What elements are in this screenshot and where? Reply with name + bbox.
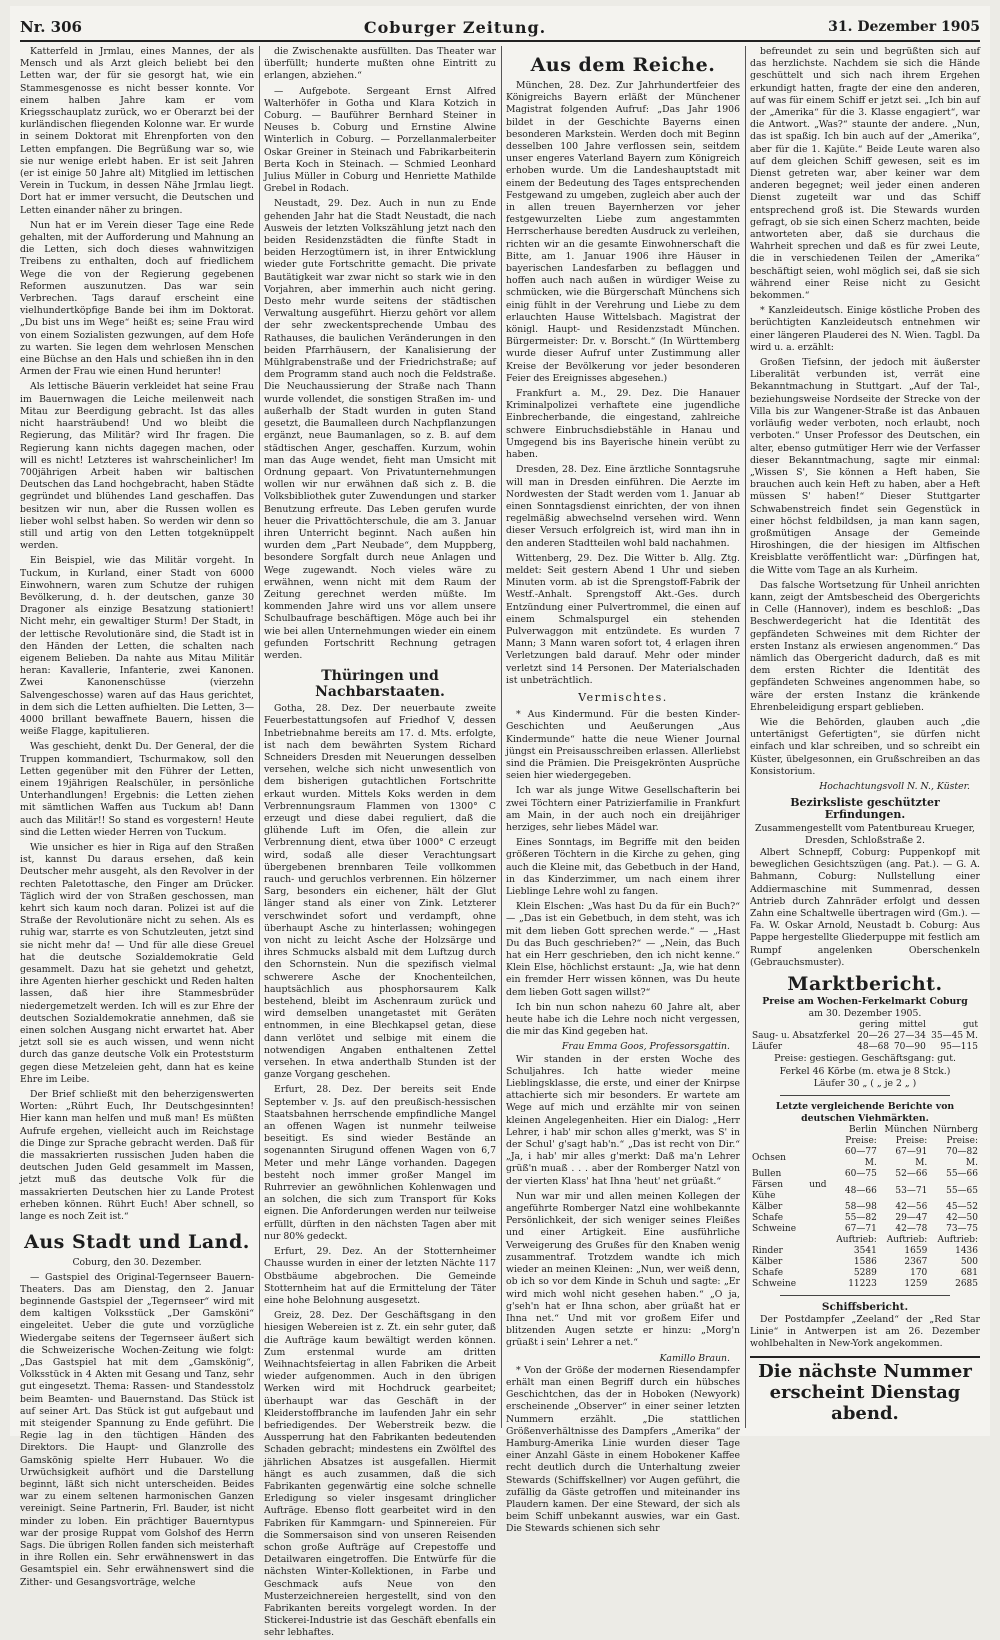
dateline: Coburg, den 30. Dezember.: [72, 1257, 202, 1269]
table-row: [750, 1042, 980, 1053]
table-row: [750, 1147, 980, 1169]
table-row: [750, 1202, 980, 1213]
paragraph: Als lettische Bäuerin verkleidet hat seine Frau im Bauernwagen die Leiche meilenweit nach Mitau zur Beerdigung gebracht. Ist das alles nicht haarsträubend! Und wo bleibt die Regierung, das Militär? wird Ihr fragen. Die Regierung kann nichts dagegen machen, oder will es nicht! Letzteres ist wahrscheinlicher! Im 700jährigen Arbeit haben wir baltischen Deutschen das Land hochgebracht, haben Städte gegründet und blühendes Land geschaffen. Das besitzen wir nun, aber die Russen wollen es lieber wohl selbst haben. So werden wir denn so still und artig von den Letten totgeknüppelt werden.: [20, 381, 254, 552]
table-cell: Rinder: [752, 1246, 783, 1257]
table-cell: 70—90: [893, 1042, 926, 1053]
signature: Kamillo Braun.: [659, 1352, 730, 1364]
paragraph: München, 28. Dez. Zur Jahrhundertfeier des Königreichs Bayern erläßt der Münchener Magistrat folgenden Aufruf: „Das Jahr 1906 bildet in der Geschichte Bayerns einen besonderen Markstein. Werden doch mit Beginn desselben 100 Jahre verflossen sein, seitdem unser engeres Vaterland Bayern zum Königreich erhoben wurde. Um die Landeshauptstadt mit einem der Bedeutung des Tages entsprechenden Festgewand zu umgeben, zugleich aber auch der in allen treuen Bayernherzen vor jeher festgewurzelten Liebe zum angestammten Herrscherhause beredten Ausdruck zu verleihen, richten wir an die gesamte Einwohnerschaft die Bitte, am 1. Januar 1906 ihre Häuser in bayerischen Landesfarben zu beflaggen und hoffen auch nach außen in würdiger Weise zu schmücken, wie die Bürgerschaft Münchens sich einig fühlt in der Verehrung und Liebe zu dem erlauchten Hause Wittelsbach. Magistrat der königl. Haupt- und Residenzstadt München. Bürgermeister: Dr. v. Borscht.“ (In Württemberg wurde dieser Aufruf unter Zustimmung aller Kreise der Bevölkerung vor jeder besonderen Feier des Ereignisses abgesehen.): [506, 80, 740, 384]
table-cell: 48—66: [844, 1185, 877, 1196]
section-heading: Vermischtes.: [578, 690, 668, 704]
paragraph: Erfurt, 29. Dez. An der Stotternheimer Chausse wurden in einer der letzten Nächte 117 Obstbäume abgebrochen. Die Gemeinde Stotternheim hat auf die Ermittelung der Täter eine hohe Belohnung ausgesetzt.: [264, 1246, 496, 1306]
table-header: Auftrieb:: [886, 1235, 928, 1246]
table-cell: 55—66: [946, 1169, 978, 1180]
column-4: [750, 46, 980, 1430]
market-report: [750, 973, 980, 1090]
table-row: [750, 1224, 980, 1235]
table-cell: 681: [960, 1268, 978, 1279]
table-cell: 67—71: [844, 1224, 877, 1235]
paragraph: — Gastspiel des Original-Tegernseer Bauern-Theaters. Das am Dienstag, den 2. Januar beginnende Gastspiel der „Tegernseer“ wird mit dem kaltigen Volksstück „Der Gamsköni“ eingeleitet. Ueber die gute und vorzügliche Wiedergabe seitens der Tegernseer äußert sich die Schweizerische Wochen-Zeitung wie folgt: „Das Gastspiel hat mit dem „Gamskönig“, Volksstück in 4 Akten mit Gesang und Tanz, sehr gut eingesetzt. Thema: Rassen- und Standesstolz beim Beamten- und Bauernstand. Das Stück ist auf seiner Art. Das Stück ist gut aufgebaut und mit steigender Spannung zu Ende geführt. Die Regie lag in den tüchtigen Händen des Direktors. Die Haupt- und Glanzrolle des Gamskönig spielte Herr Hubauer. Wo die Urwüchsigkeit aufhört und die Darstellung beginnt, läßt sich nicht unterscheiden. Beides war zu einem seltenen harmonischen Ganzen vereinigt. Seine Partnerin, Frl. Bauder, ist nicht minder zu loben. Ein prächtiger Bauerntypus war der prosige Ruppat vom Golshof des Herrn Sags. Die übrigen Rollen fanden sich meisterhaft in ihre Rollen ein. Sehr erwähnenswert in das Gesamtspiel ein. Sehr erwähnenswert sind die Zither- und Gesangsvorträge, welche: [20, 1271, 254, 1588]
column-3: [506, 46, 740, 1535]
table-header-row: [750, 1125, 980, 1136]
table-row: [750, 1169, 980, 1180]
table-cell: Schafe: [752, 1268, 784, 1279]
table-cell: Schweine: [752, 1224, 797, 1235]
column-1: [20, 46, 254, 1588]
table-cell: 1659: [904, 1246, 928, 1257]
table-cell: Schweine: [752, 1279, 797, 1290]
market-note: Läufer 30 „ ( „ je 2 „ ): [813, 1077, 917, 1089]
table-cell: 42—78: [895, 1224, 928, 1235]
market-table: [750, 1020, 980, 1053]
paragraph: befreundet zu sein und begrüßten sich auf das herzlichste. Nachdem sie sich die Hände geschüttelt und sich nach ihrem Ergehen erkundigt hatten, fragte der eine den anderen, auf was für einem Schiff er jetzt sei. „Ich bin auf der „Amerika“ für die 3. Klasse engagiert“, war die Antwort. „Was?“ staunte der andere. „Nun, das ist spaßig. Ich bin auch auf der „Amerika“, aber für die 1. Kajüte.“ Beide Leute waren also auf dem gleichen Schiff gewesen, seit es im Dienst getreten war, aber keiner war dem anderen begegnet; weil jeder einen anderen Dienst zugeteilt war und das Schiff entsprechend groß ist. Die Stewards wurden gefragt, ob sie sich einen Scherz machten, beide antworteten aber, daß sie durchaus die Wahrheit sprechen und daß es für zwei Leute, die in verschiedenen Teilen der „Amerika“ beschäftigt seien, wohl möglich sei, daß sie sich während einer Reise nicht zu Gesicht bekommen.“: [750, 46, 980, 302]
column-rule: [501, 46, 502, 1428]
column-rule: [259, 46, 260, 1428]
paragraph: * Aus Kindermund. Für die besten Kinder-Geschichten und Aeußerungen „Aus Kindermunde“ hatte die neue Wiener Journal jüngst ein Preisausschreiben erlassen. Allerliebst sind die Prämien. Die Preisgekrönten Ausprüche seien hier wiedergegeben.: [506, 709, 740, 782]
section-heading: Aus dem Reiche.: [530, 54, 716, 76]
table-cell: 70—82 M.: [946, 1147, 978, 1169]
paragraph: Klein Elschen: „Was hast Du da für ein Buch?“ — „Das ist ein Gebetbuch, in dem steht, was ich mit dem lieben Gott sprechen werde.“ — „Hast Du das Buch geschrieben?“ — „Nein, das Buch hat ein Herr geschrieben, den ich nicht kenne.“ Klein Else, höchlichst erstaunt: „Ja, wie hat denn ein fremder Herr wissen können, was Du heute dem lieben Gott sagen willst?“: [506, 901, 740, 998]
table-cell: Saug- u. Absatzferkel: [752, 1031, 850, 1042]
table-cell: Färsen und Kühe: [752, 1180, 827, 1202]
table-header: München: [884, 1125, 928, 1136]
paragraph: Nun war mir und allen meinen Kollegen der angeführte Romberger Natzl eine wohlbekannte Persönlichkeit, der sich weniger seines Fleißes und einer Artigkeit. Eine ausführliche Verweigerung des Grußes für den Knaben wenig zusammentraf. Trotzdem wandte ich mich wieder an meinen Kleinen: „Nun, wer weiß denn, ob ich so vor dem Kinde in Schuh und sagte: „Er wird mich wohl nicht gesehen haben.“ „O ja, g'seh'n hat er Ihna schon, aber grüaßt hat er Ihna net.“ Und mit vor großem Eifer und blitzenden Augen setzte er hinzu: „Morg'n grüaßt i sein' Lehrer a net.“: [506, 1190, 740, 1349]
table-cell: 55—65: [946, 1185, 978, 1196]
paragraph: Katterfeld in Jrmlau, eines Mannes, der als Mensch und als Arzt gleich beliebt bei den Letten war, der für sie gesorgt hat, wie ein Stammesgenosse es nicht besser konnte. Vor einem halben Jahre kam er vom Kriegsschauplatz zurück, wo er Oberarzt bei der kurländischen fliegenden Kolonne war. Er wurde in seinem Doktorat mit Ehrenpforten von den Letten empfangen. Die Begrüßung war so, wie sie nur wenige erlebt haben. Er ist seit Jahren (er ist einige 50 Jahre alt) Mitglied im lettischen Verein in Tuckum, in dessen Nähe Jrmlau liegt. Dort hat er immer versucht, die Deutschen und Letten einander näher zu bringen.: [20, 46, 254, 216]
paragraph: Ich bin nun schon nahezu 60 Jahre alt, aber heute habe ich die Lehre noch nicht vergessen, die mir das Kind gegeben hat.: [506, 1001, 740, 1038]
table-cell: 2685: [955, 1279, 978, 1290]
table-cell: 42—50: [946, 1213, 978, 1224]
paragraph: die Zwischenakte ausfüllten. Das Theater war überfüllt; hunderte mußten ohne Eintritt zu erlangen, abziehen.“: [264, 46, 496, 82]
table-header: gering: [859, 1020, 890, 1031]
table-header: Auftrieb:: [937, 1235, 978, 1246]
table-header-row: [750, 1020, 980, 1031]
table-cell: 52—66: [895, 1169, 928, 1180]
column-rule: [745, 46, 746, 1428]
signature: Frau Emma Goos, Professorsgattin.: [561, 1041, 730, 1053]
table-cell: 55—82: [844, 1213, 877, 1224]
paragraph: * Von der Größe der modernen Riesendampfer erhält man einen Begriff durch ein hübsches Geschichtchen, das der in Hoboken (Newyork) erscheinende „Observer“ in einer seiner letzten Nummern erzählt. „Die stattlichen Größenverhältnisse des Dampfers „Amerika“ der Hamburg-Amerika Linie wurden dieser Tage einer Anzahl Gäste in einem Hobokener Kaffee recht deutlich durch die Unterhaltung zweier Stewards (Schiffskellner) vor Augen geführt, die zufällig da Gäste getroffen und miteinander ins Plaudern kamen. Der eine Steward, der sich als beim Schiff unbekannt auswies, war ein Gast. Die Stewards schienen sich sehr: [506, 1364, 740, 1535]
table-cell: 500: [960, 1257, 978, 1268]
paragraph: Nun hat er im Verein dieser Tage eine Rede gehalten, mit der Aufforderung und Mahnung an die Letten, sich doch dieses wahnwitzigen Treibens zu enthalten, doch auf friedlichem Wege die von der Regierung gegebenen Reformen auszunutzen. Das war sein Verbrechen. Tags darauf erscheint eine vielhundertköpfige Bande bei ihm im Doktorat. „Du bist uns im Wege“ heißt es; seine Frau wird von einem Sozialisten gezwungen, auf dem Hofe zu warten. Sie legen dem wehrlosen Menschen eine Büchse an den Hals und schießen ihn in den Armen der Frau wie einen Hund herunter!: [20, 219, 254, 378]
market-note: Ferkel 46 Körbe (m. etwa je 8 Stck.): [779, 1065, 951, 1077]
table-cell: 3541: [853, 1246, 877, 1257]
paragraph: Wie die Behörden, glauben auch „die untertänigst Gefertigten“, sie dürfen nicht einfach und klar schreiben, und so schreibt ein Küster, übelgesonnen, ein Grußschreiben an das Konsistorium.: [750, 716, 980, 777]
cattle-title: Letzte vergleichende Berichte von deutschen Viehmärkten.: [775, 1101, 955, 1125]
paragraph: Neustadt, 29. Dez. Auch in nun zu Ende gehenden Jahr hat die Stadt Neustadt, die nach Ausweis der letzten Volkszählung jetzt nach den beiden Residenzstädten die fünfte Stadt in beiden Herzogtümern ist, in ihrer Entwicklung wieder gute Fortschritte gemacht. Die private Bautätigkeit war zwar nicht so stark wie in den Vorjahren, aber immerhin auch nicht gering. Desto mehr wurde seitens der städtischen Verwaltung ausgeführt. Hierzu gehört vor allem der sehr zweckentsprechende Umbau des Rathauses, die baulichen Veränderungen in den beiden Pfarrhäusern, der Kanalisierung der Mühlgrabenstraße und der Friedrichstraße; auf dem Programm stand auch noch die Feldstraße. Die Neuchaussierung der Straße nach Thann wurde vollendet, die sonstigen Straßen im- und außerhalb der Stadt wurden in guten Stand gesetzt, die Baumalleen durch Nachpflanzungen ergänzt, neue Baumanlagen, so z. B. auf dem städtischen Anger, geschaffen. Kurzum, wohin man das Auge wendet, fieht man Umsicht mit Ordnung gepaart. Von Privatunternehmungen wollen wir nur erwähnen daß sich z. B. die Volksbibliothek guter Zuwendungen und starker Benutzung erfreute. Das Leben gerufen wurde heuer die Privattöchterschule, die am 3. Januar ihren Unterricht beginnt. Nach außen hin wurden dem „Part Neubade“, dem Muppberg, besondere Sorgfalt durch neue Anlagen und Wege zugewandt. Noch vieles wäre zu erwähnen, wenn nicht mit dem Raum der Zeitung gerechnet werden müßte. Im kommenden Jahre wird uns vor allem unsere Schulbaufrage beschäftigen. Möge auch bei ihr wie bei allen Unternehmungen wieder ein einem gefunden Fortschritt Rechnung getragen werden.: [264, 198, 496, 661]
table-cell: 42—56: [895, 1202, 928, 1213]
market-date: am 30. Dezember 1905.: [808, 1008, 922, 1020]
table-cell: Schafe: [752, 1213, 784, 1224]
paragraph: — Aufgebote. Sergeant Ernst Alfred Walterhöfer in Gotha und Klara Kotzich in Coburg. — Bauführer Bernhard Steiner in Neuses b. Coburg und Ernstine Alwine Winterlich in Coburg. — Porzellanmalerbeiter Oskar Greiner in Steinach und Fabrikarbeiterin Berta Koch in Steinach. — Schmied Leonhard Julius Müller in Coburg und Henriette Mathilde Grebel in Rodach.: [264, 85, 496, 195]
paragraph: Großen Tiefsinn, der jedoch mit äußerster Liberalität verbunden ist, verrät eine Bekanntmachung in Stuttgart. „Auf der Tal-, beziehungsweise Nordseite der Strecke von der Villa bis zur Wangener-Straße ist das Anbauen vorläufig weder verboten, noch erlaubt, noch verboten.“ Unser Professor des Deutschen, ein alter, ebenso gutmütiger Herr wie der Verfasser dieser Bekanntmachung, sagte mir einmal: „Wissen S', Sie können a Heft haben, Sie brauchen auch kein Heft zu haben, aber a Heft müssen S' haben!“ Dieser Stuttgarter Schwabenstreich findet sein Gegenstück in einer höchst feldbildsen, ja man kann sagen, großmütigen Ansage der Gemeinde Hiroshingen, die der hiesigen im Altfischen Kreisblatte veröffentlicht war: „Dürfingen hat, die Witte vom Tage an als Kurheim.: [750, 357, 980, 576]
table-cell: Kälber: [752, 1257, 783, 1268]
paragraph: Der Postdampfer „Zeeland“ der „Red Star Linie“ in Antwerpen ist am 26. Dezember wohlbehalten in New-York angekommen.: [750, 1313, 980, 1350]
paragraph: Wie unsicher es hier in Riga auf den Straßen ist, kannst Du daraus ersehen, daß kein Deutscher mehr ausgeht, als den Revolver in der rechten Paletottasche, den Finger am Drücker. Täglich wird der von Straßen geschossen, man kehrt sich kaum noch daran. Polizei ist auf die Straße der Revolutionäre nicht zu sehen. Als es ruhig war, starrte es von Schutzleuten, jetzt sind sie nicht mehr da! — Und für alle diese Greuel hat die deutsche Sozialdemokratie Geld gesammelt. Dazu hat sie gehetzt und gehetzt, ihre Agenten hierher geschickt und Reden halten lassen, daß hier ihre Stammesbrüder niedergemetzelt werden. Ich will es zur Ehre der deutschen Sozialdemokratie annehmen, daß sie einen solchen Ausgang nicht erwartet hat. Aber jetzt soll sie es auch wissen, und wenn nicht durch das ganze deutsche Volk ein Proteststurm gegen diese Metzeleien geht, dann hat es keine Ehre im Leibe.: [20, 842, 254, 1085]
paragraph: Das falsche Wortsetzung für Unheil anrichten kann, zeigt der Amtsbescheid des Obergerichts in Celle (Hannover), indem es beschloß: „Das Beschwerdegericht hat die Identität des gepfändeten Schweines mit dem Richter der ersten Instanz als erwiesen angenommen.“ Das nämlich das Obergericht dadurch, daß es mit dem ersten Richter die Identität des gepfändeten Schweines angenommen habe, so wäre der ersten Instanz die kränkende Ehrenbeleidigung erspart geblieben.: [750, 579, 980, 713]
table-cell: 20—26: [857, 1031, 890, 1042]
table-cell: 1259: [904, 1279, 928, 1290]
table-cell: 5289: [853, 1268, 877, 1279]
table-row: [750, 1246, 980, 1257]
table-header: Preise:: [895, 1136, 928, 1147]
table-cell: Bullen: [752, 1169, 782, 1180]
market-subtitle: Preise am Wochen-Ferkelmarkt Coburg: [762, 996, 968, 1008]
table-header-row: [750, 1136, 980, 1147]
table-cell: 73—75: [946, 1224, 978, 1235]
table-cell: 53—71: [895, 1185, 928, 1196]
table-header: Nürnberg: [933, 1125, 978, 1136]
table-header: Preise:: [946, 1136, 978, 1147]
table-cell: 48—68: [857, 1042, 890, 1053]
newspaper-page: [10, 6, 990, 1639]
table-cell: 60—77 M.: [844, 1147, 877, 1169]
table-cell: 170: [910, 1268, 928, 1279]
cattle-report: [750, 1101, 980, 1290]
table-cell: Ochsen: [752, 1152, 786, 1163]
table-cell: 45—52: [946, 1202, 978, 1213]
table-header: mittel: [899, 1020, 926, 1031]
table-header: Preise:: [845, 1136, 877, 1147]
paragraph: Albert Schnepff, Coburg: Puppenkopf mit beweglichen Gesichtszügen (ang. Pat.). — G. A. Bahmann, Coburg: Nullstellung einer Addiermaschine mit Summenrad, dessen Antrieb durch Zahnräder erfolgt und dessen Zahn eine Schaltwelle übertragen wird (Gm.). — Fa. W. Oskar Arnold, Neustadt b. Coburg: Aus Pappe hergestellte Gliederpuppe mit festlich am Rumpf angelenken Oberschenkeln (Gebrauchsmuster).: [750, 847, 980, 968]
market-note: Preise: gestiegen. Geschäftsgang: gut.: [774, 1053, 956, 1065]
table-cell: 2367: [904, 1257, 928, 1268]
table-header-row: [750, 1235, 980, 1246]
paragraph: Gotha, 28. Dez. Der neuerbaute zweite Feuerbestattungsofen auf Friedhof V, dessen Inbetriebnahme bereits am 17. d. Mts. erfolgte, ist nach dem bewährten System Richard Schneiders Dresden mit Neuerungen desselben versehen, welche sich nicht unwesentlich von dem bisherigen gutachtlichen Fortschritte erkaut wurden. Mittels Koks werden in dem Verbrennungsraum Flammen von 1300° C erzeugt und diese dabei reguliert, daß die glühende Luft im Ofen, die allein zur Verbrennung dient, etwa über 1000° C erzeugt wird, sodaß alle dieser Verachtungsart übergebenen brennbaren Teile vollkommen rauch- und geruchlos verbrennen. Ein hölzerner Sarg, besonders ein eichener, hält der Glut länger stand als einer von Zink. Letzterer verschwindet sofort und verdampft, ohne überhaupt Asche zu hinterlassen; wohingegen von nicht zu leicht Asche der Holzsärge und ihres Schmucks alsbald mit dem Luftzug durch den Schornstein. Nun die spezifisch vielmal schwerere Asche der Knochenteilchen, hauptsächlich aus phosphorsaurem Kalk bestehend, bleibt im Aschenraum zurück und wird demselben unangetastet mit Geräten entnommen, in eine Blechkapsel getan, diese dann verlötet und selbige mit einem die notwendigen Angaben enthaltenen Zettel versehen. In etwa anderthalb Stunden ist der ganze Vorgang geschehen.: [264, 703, 496, 1081]
table-row: [750, 1031, 980, 1042]
paragraph: * Kanzleideutsch. Einige köstliche Proben des berüchtigten Kanzleideutsch entnehmen wir einer längeren Plauderei des N. Wien. Tagbl. Da wird u. a. erzählt:: [750, 305, 980, 353]
paragraph: Der Brief schließt mit den beherzigenswerten Worten: „Rührt Euch, Ihr Deutschgesinnten! Hier kann man helfen und muß man! Es müßten Aufrufe ergehen, vielleicht auch im Reichstage die Dinge zur Sprache gebracht werden. Daß für die massakrierten russischen Juden haben die deutschen Juden Geld gesammelt im Massen, jetzt muß das deutsche Volk für die massakrierten Deutschen hier zu Lande Protest erheben können. Rührt Euch! Aber schnell, so lange es noch Zeit ist.“: [20, 1089, 254, 1223]
divider: [780, 1295, 950, 1296]
paragraph: Eines Sonntags, im Begriffe mit den beiden größeren Töchtern in die Kirche zu gehen, ging auch die Kleine mit, das Gebetbuch in der Hand, in das Kinderzimmer, um nach einem ihrer Lieblinge Lehre wohl zu fangen.: [506, 837, 740, 897]
table-cell: 95—115: [940, 1042, 978, 1053]
issue-date: 31. Dezember 1905: [828, 19, 980, 35]
table-row: [750, 1213, 980, 1224]
paper-title: Coburger Zeitung.: [363, 17, 547, 37]
table-cell: Läufer: [752, 1042, 783, 1053]
table-cell: 11223: [848, 1279, 877, 1290]
table-cell: 29—47: [895, 1213, 928, 1224]
next-issue-notice: Die nächste Nummer erscheint Dienstag abend.: [750, 1356, 980, 1424]
section-heading: Bezirksliste geschützter Erfindungen.: [790, 796, 940, 822]
table-header: Berlin: [849, 1125, 877, 1136]
table-cell: 58—98: [844, 1202, 877, 1213]
table-cell: 1436: [955, 1246, 978, 1257]
table-header: Auftrieb:: [836, 1235, 877, 1246]
table-cell: 60—75: [844, 1169, 877, 1180]
paragraph: Was geschieht, denkt Du. Der General, der die Truppen kommandiert, Tschurmakow, soll den Letten gegenüber mit den Führer der Letten, einem 19jährigen Realschüler, in persönliche Unterhandlungen! Ergebnis: die Letten ziehen mit sämtlichen Waffen aus Tuckum ab! Dann auch das Militär!! So stand es vorgestern! Heute sind die Letten wieder Herren von Tuckum.: [20, 741, 254, 838]
paragraph: Frankfurt a. M., 29. Dez. Die Hanauer Kriminalpolizei verhaftete eine jugendliche Einbrecherbande, die eingestand, zahlreiche schwere Einbruchsdiebstähle in Hanau und Umgegend bis ins Bayerische hinein verübt zu haben.: [506, 388, 740, 461]
table-header: gut: [962, 1020, 978, 1031]
column-2: [264, 46, 496, 1639]
subheading: Zusammengestellt vom Patentbureau Krueger, Dresden, Schloßstraße 2.: [754, 822, 976, 846]
table-cell: Kälber: [752, 1202, 783, 1213]
masthead: [20, 14, 980, 42]
cattle-table: [750, 1125, 980, 1290]
paragraph: Greiz, 28. Dez. Der Geschäftsgang in den hiesigen Webereien ist z. Zt. ein sehr guter, daß die Aufträge kaum bewältigt werden können. Zum erstenmal wurde am dritten Weihnachtsfeiertag in allen Fabriken die Arbeit wieder aufgenommen. Auch in den übrigen Werken wird mit Hochdruck gearbeitet; überhaupt war das Geschäft in der Kleiderstoffbranche im laufenden Jahr ein sehr befriedigendes. Der Weberstreik bezw. die Aussperrung hat den Fabrikanten bedeutenden Schaden gebracht; mindestens ein Zwölftel des jährlichen Absatzes ist ausgefallen. Hiermit hängt es auch zusammen, daß die sich Fabrikanten gegenwärtig eine solche schnelle Erledigung so vieler insgesamt dringlicher Aufträge. Ebenso flott gearbeitet wird in den Fabriken für Kammgarn- und Spinnereien. Für die Sommersaison sind von unseren Reisenden schon große Aufträge auf Crepestoffe und Detailwaren eingetroffen. Die Entwürfe für die nächsten Winter-Kollektionen, in Farbe und Geschmack aufs Neue von den Musterzeichnereien hergestellt, sind von den Fabrikanten bereits vorgelegt worden. In der Stickerei-Industrie ist das Geschäft ebenfalls ein sehr lebhaftes.: [264, 1310, 496, 1639]
table-row: [750, 1257, 980, 1268]
table-row: [750, 1268, 980, 1279]
section-heading: Aus Stadt und Land.: [24, 1231, 250, 1254]
table-row: [750, 1279, 980, 1290]
divider: [780, 1095, 950, 1096]
table-cell: 67—91 M.: [895, 1147, 928, 1169]
table-cell: 35—45 M.: [931, 1031, 978, 1042]
paragraph: Wittenberg, 29. Dez. Die Witter b. Allg. Ztg. meldet: Seit gestern Abend 1 Uhr und sieben Minuten vorm. ab ist die Sprengstoff-Fabrik der Westf.-Anhalt. Sprengstoff Akt.-Ges. durch Entzündung einer Pulvertrommel, die einen auf einem Schmalspurgel ein stehenden Pulverwaggon mit entzündete. Es wurden 7 Mann; 3 Mann waren sofort tot, 4 erlagen ihren Verletzungen bald darauf. Mehr oder minder verletzt sind 14 Personen. Der Materialschaden ist unbeträchtlich.: [506, 552, 740, 686]
market-title: Marktbericht.: [787, 973, 943, 996]
signature: Hochachtungsvoll N. N., Küster.: [819, 780, 970, 792]
paragraph: Ein Beispiel, wie das Militär vorgeht. In Tuckum, in Kurland, einer Stadt von 6000 Einwohnern, waren zum Schutze der ruhigen Bevölkerung, d. h. der deutschen, ganze 30 Dragoner als einzige Besatzung stationiert! Nicht mehr, ein gewaltiger Sturm! Der Stadt, in der lettische Revolutionäre sind, die Stadt ist in den Händen der Letten, die schalten nach eigenem Belieben. Da nahte aus Mitau Militär heran: Kavallerie, Infanterie, zwei Kanonen. Zwei Kanonenschüsse (vierzehn Salvengeschosse) waren auf das Haus gerichtet, in dem sich die Letten aufhielten. Die Letten, 3—4000 brillant bewaffnete Bauern, hissen die weiße Flagge, kapitulieren.: [20, 555, 254, 738]
ship-title: Schiffsbericht.: [821, 1301, 909, 1314]
paragraph: Wir standen in der ersten Woche des Schuljahres. Ich hatte wieder meine Lieblingsklasse, die erste, und einer der Knirpse attachierte sich mir besonders. Er wartete am Wege auf mich und erzählte mir von seinen kleinen Angelegenheiten. Hier ein Dialog: „Herr Lehrer, i hab' mir schon alles g'merkt, was S' in der Schul' g'sagt hab'n.“ „Das ist recht von Dir.“ „Ja, i hab' mir alles g'merkt: Daß ma'n Lehrer grüß'n muaß . . . aber der Romberger Natzl von der vierten Klass' hat Ihna 'heut' net grüaßt.“: [506, 1053, 740, 1187]
paragraph: Erfurt, 28. Dez. Der bereits seit Ende September v. Js. auf den preußisch-hessischen Staatsbahnen herrschende empfindliche Mangel an offenen Wagen ist nunmehr teilweise beseitigt. Es sind wieder Bestände an sogenannten Sirugund offenen Wagen von 6,7 Meter und mehr Länge vorhanden. Dagegen besteht noch immer großer Mangel im Ruhrrevier an gewöhnlichen Kohlenwagen und an solchen, die sich zum Transport für Koks eignen. Die Anforderungen werden nur teilweise erfüllt, dürften in den nächsten Tagen aber mit nur 80% gedeckt.: [264, 1084, 496, 1242]
table-cell: 1586: [853, 1257, 877, 1268]
paragraph: Ich war als junge Witwe Gesellschafterin bei zwei Töchtern einer Patrizierfamilie in Frankfurt am Main, in der auch noch ein dreijähriger herziges, sehr liebes Mädel war.: [506, 785, 740, 833]
issue-number: Nr. 306: [20, 18, 82, 36]
table-row: [750, 1180, 980, 1202]
table-cell: 27—34: [893, 1031, 926, 1042]
section-heading: Thüringen und Nachbarstaaten.: [315, 668, 445, 701]
paragraph: Dresden, 28. Dez. Eine ärztliche Sonntagsruhe will man in Dresden einführen. Die Aerzte im Nordwesten der Stadt werden vom 1. Januar ab einen Sonntagsdienst einrichten, der von ihnen regelmäßig abwechselnd versehen wird. Wenn dieser Versuch erfolgreich ist, wird man ihn in den anderen Stadtteilen wohl bald nachahmen.: [506, 464, 740, 549]
